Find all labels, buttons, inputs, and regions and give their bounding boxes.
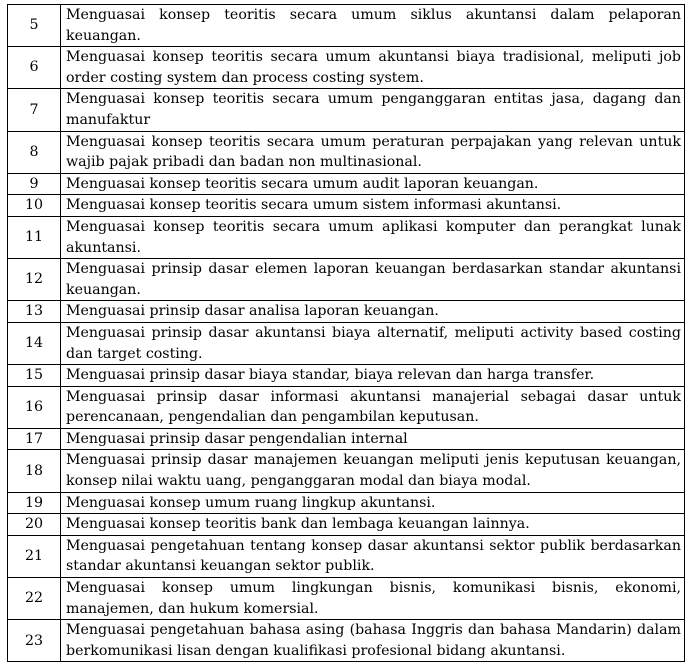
row-number: 13 [8, 301, 61, 323]
row-number: 21 [8, 535, 61, 577]
table-row [8, 195, 685, 217]
row-description: Menguasai prinsip dasar pengendalian internal [61, 428, 685, 450]
row-number: 12 [8, 259, 61, 301]
row-number: 17 [8, 428, 61, 450]
row-number: 8 [8, 131, 61, 173]
row-number: 6 [8, 47, 61, 89]
table-row [8, 131, 685, 173]
row-description: Menguasai konsep umum ruang lingkup akuntansi. [61, 492, 685, 514]
table-row [8, 322, 685, 364]
row-description: Menguasai pengetahuan tentang konsep dasar akuntansi sektor publik berdasarkan standar akuntansi keuangan sektor publik. [61, 535, 685, 577]
row-number: 7 [8, 89, 61, 131]
row-description: Menguasai konsep teoritis secara umum penganggaran entitas jasa, dagang dan manufaktur [61, 89, 685, 131]
row-description: Menguasai prinsip dasar akuntansi biaya alternatif, meliputi activity based costing dan target costing. [61, 322, 685, 364]
table-row [8, 578, 685, 620]
table-row [8, 620, 685, 662]
row-description: Menguasai prinsip dasar analisa laporan keuangan. [61, 301, 685, 323]
row-number: 22 [8, 578, 61, 620]
row-description: Menguasai konsep teoritis secara umum sistem informasi akuntansi. [61, 195, 685, 217]
row-description: Menguasai konsep umum lingkungan bisnis, komunikasi bisnis, ekonomi, manajemen, dan hukum komersial. [61, 578, 685, 620]
table-row [8, 47, 685, 89]
table-row [8, 428, 685, 450]
table-row [8, 5, 685, 47]
row-number: 10 [8, 195, 61, 217]
row-number: 14 [8, 322, 61, 364]
row-description: Menguasai konsep teoritis bank dan lembaga keuangan lainnya. [61, 514, 685, 536]
row-number: 19 [8, 492, 61, 514]
row-description: Menguasai konsep teoritis secara umum akuntansi biaya tradisional, meliputi job order costing system dan process costing system. [61, 47, 685, 89]
table-row [8, 259, 685, 301]
row-number: 16 [8, 386, 61, 428]
row-number: 23 [8, 620, 61, 662]
row-number: 15 [8, 365, 61, 387]
row-description: Menguasai prinsip dasar biaya standar, biaya relevan dan harga transfer. [61, 365, 685, 387]
table-row [8, 535, 685, 577]
table-row [8, 492, 685, 514]
table-row [8, 365, 685, 387]
row-description: Menguasai konsep teoritis secara umum audit laporan keuangan. [61, 173, 685, 195]
table-row [8, 386, 685, 428]
table-row [8, 216, 685, 258]
row-description: Menguasai prinsip dasar elemen laporan keuangan berdasarkan standar akuntansi keuangan. [61, 259, 685, 301]
table-row [8, 514, 685, 536]
competency-table [7, 4, 685, 662]
row-number: 11 [8, 216, 61, 258]
row-description: Menguasai konsep teoritis secara umum aplikasi komputer dan perangkat lunak akuntansi. [61, 216, 685, 258]
table-row [8, 450, 685, 492]
row-number: 20 [8, 514, 61, 536]
row-description: Menguasai prinsip dasar manajemen keuangan meliputi jenis keputusan keuangan, konsep nilai waktu uang, penganggaran modal dan biaya modal. [61, 450, 685, 492]
row-description: Menguasai prinsip dasar informasi akuntansi manajerial sebagai dasar untuk perencanaan, pengendalian dan pengambilan keputusan. [61, 386, 685, 428]
table-row [8, 301, 685, 323]
row-number: 5 [8, 5, 61, 47]
table-row [8, 173, 685, 195]
row-number: 9 [8, 173, 61, 195]
table-row [8, 89, 685, 131]
row-number: 18 [8, 450, 61, 492]
row-description: Menguasai pengetahuan bahasa asing (bahasa Inggris dan bahasa Mandarin) dalam berkomunikasi lisan dengan kualifikasi profesional bidang akuntansi. [61, 620, 685, 662]
document-page [7, 4, 685, 662]
row-description: Menguasai konsep teoritis secara umum peraturan perpajakan yang relevan untuk wajib pajak pribadi dan badan non multinasional. [61, 131, 685, 173]
competency-table-body [8, 5, 685, 662]
row-description: Menguasai konsep teoritis secara umum siklus akuntansi dalam pelaporan keuangan. [61, 5, 685, 47]
